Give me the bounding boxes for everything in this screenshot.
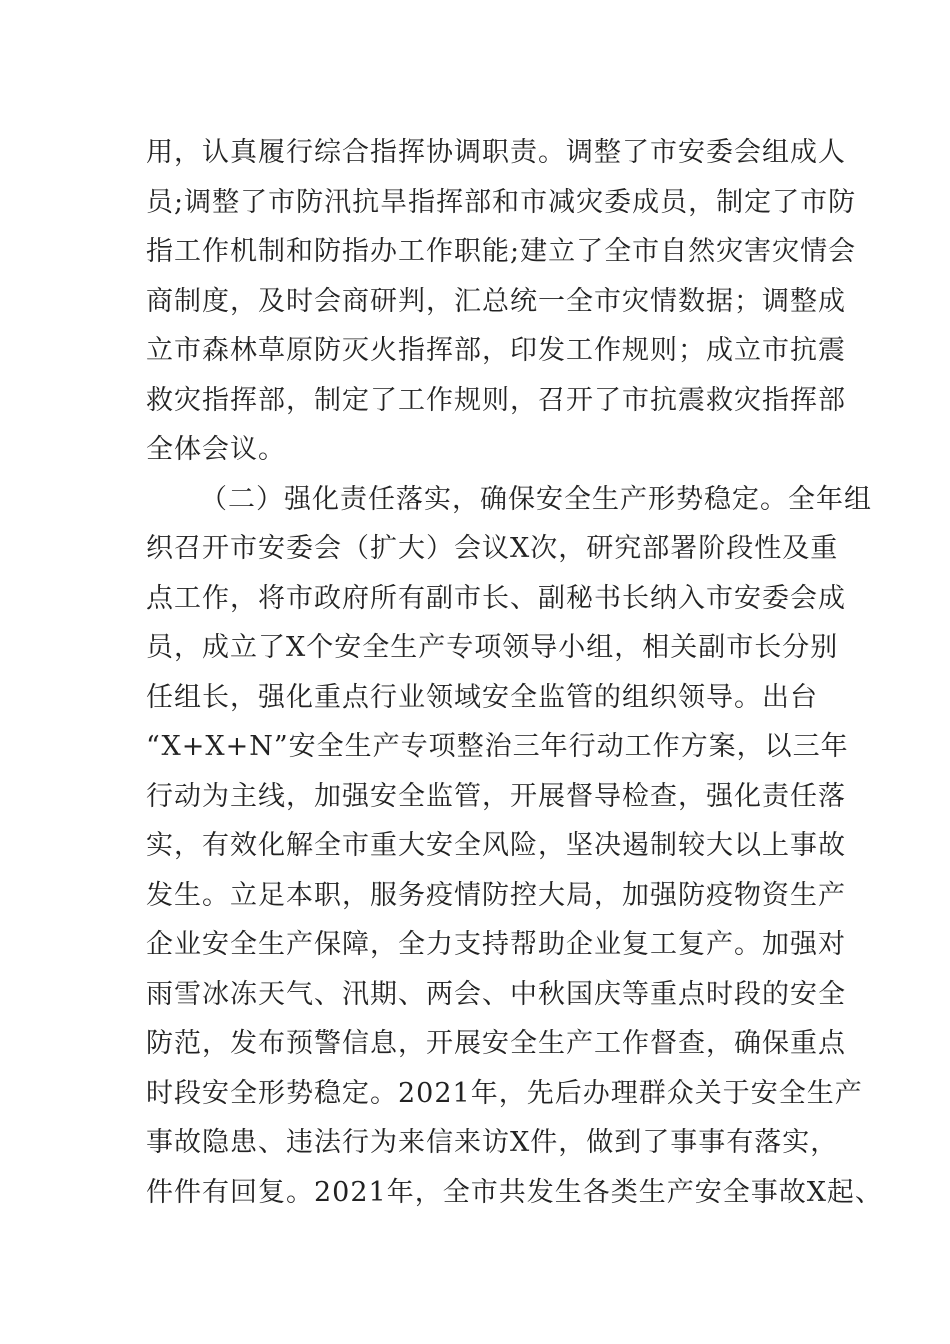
text-line: 点工作，将市政府所有副市长、副秘书长纳入市安委会成 [146, 582, 846, 614]
text-line: 商制度，及时会商研判，汇总统一全市灾情数据；调整成 [146, 285, 846, 317]
text-line: 全体会议。 [146, 434, 286, 465]
text-line: 指工作机制和防指办工作职能;建立了全市自然灾害灾情会 [146, 236, 857, 267]
text-line: 雨雪冰冻天气、汛期、两会、中秋国庆等重点时段的安全 [146, 978, 846, 1010]
text-line: 防范，发布预警信息，开展安全生产工作督查，确保重点 [146, 1028, 846, 1059]
text-line: 救灾指挥部，制定了工作规则，召开了市抗震救灾指挥部 [146, 384, 846, 416]
text-line: 员;调整了市防汛抗旱指挥部和市减灾委成员，制定了市防 [146, 186, 857, 218]
text-line: 员，成立了X个安全生产专项领导小组，相关副市长分别 [146, 632, 839, 663]
text-line: 立市森林草原防灭火指挥部，印发工作规则；成立市抗震 [146, 335, 846, 366]
text-line: 织召开市安委会（扩大）会议X次，研究部署阶段性及重 [146, 533, 839, 564]
body-text [146, 128, 883, 1217]
text-line: 发生。立足本职，服务疫情防控大局，加强防疫物资生产 [146, 879, 846, 911]
text-line: 件件有回复。2021年，全市共发生各类生产安全事故X起、 [146, 1176, 883, 1208]
text-line: “X+X+N”安全生产专项整治三年行动工作方案，以三年 [146, 731, 849, 762]
text-line: 企业安全生产保障，全力支持帮助企业复工复产。加强对 [146, 929, 846, 960]
paragraph-heading-line: （二）强化责任落实，确保安全生产形势稳定。全年组 [200, 483, 872, 515]
text-line: 任组长，强化重点行业领域安全监管的组织领导。出台 [146, 681, 818, 713]
text-line: 用，认真履行综合指挥协调职责。调整了市安委会组成人 [146, 137, 846, 168]
text-line: 时段安全形势稳定。2021年，先后办理群众关于安全生产 [146, 1077, 863, 1109]
text-line: 行动为主线，加强安全监管，开展督导检查，强化责任落 [146, 780, 846, 812]
text-line: 事故隐患、违法行为来信来访X件，做到了事事有落实， [146, 1127, 839, 1158]
text-line: 实，有效化解全市重大安全风险，坚决遏制较大以上事故 [146, 830, 846, 861]
